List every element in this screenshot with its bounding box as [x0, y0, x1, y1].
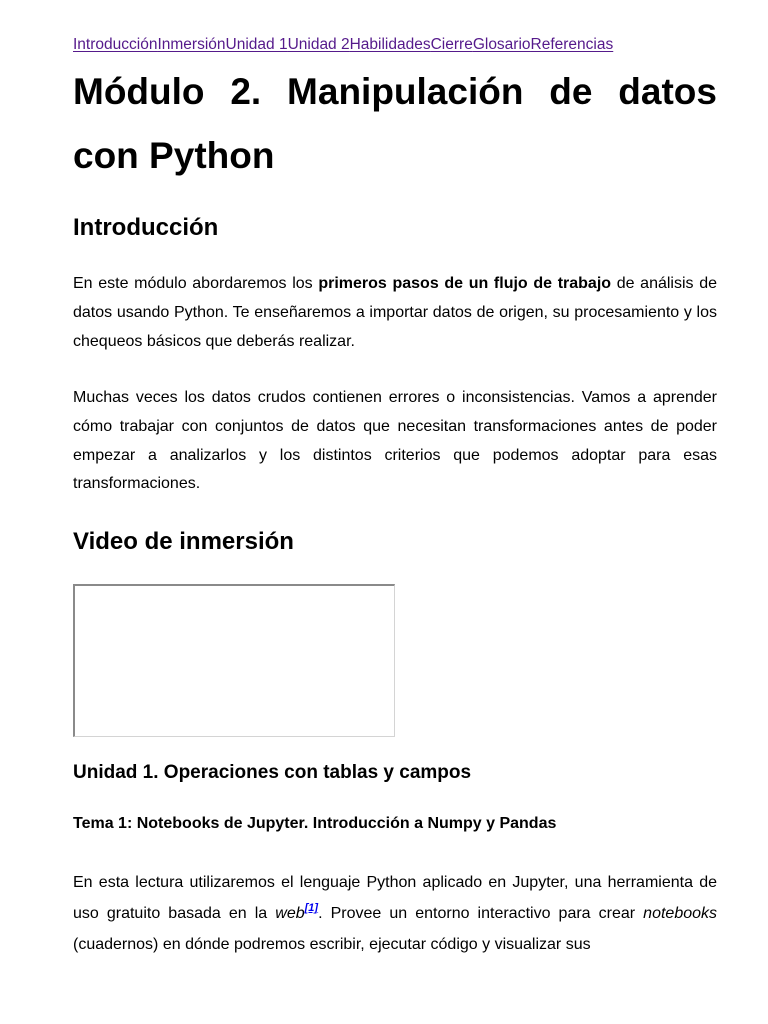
video-embed-frame[interactable]: [73, 584, 395, 737]
nav-link-referencias[interactable]: Referencias: [530, 36, 614, 53]
unit-1-p-em-web: web: [275, 905, 305, 922]
footnote-link-1[interactable]: [1]: [304, 902, 319, 914]
footnote-ref: [305, 902, 318, 914]
unit-1-heading: Unidad 1. Operaciones con tablas y campos: [73, 762, 472, 783]
nav-link-inmersion[interactable]: Inmersión: [157, 36, 226, 53]
page-title: Módulo 2. Manipulación de datos con Python: [73, 71, 717, 176]
nav-link-introduccion[interactable]: Introducción: [73, 36, 158, 53]
intro-paragraph-2: Muchas veces los datos crudos contienen errores o inconsistencias. Vamos a aprender cómo trabajar con conjuntos de datos que necesitan transformaciones antes de poder empezar a analizarlos y los distintos criterios que podemos adoptar para esas transformaciones.: [73, 389, 717, 493]
topic-1-heading: Tema 1: Notebooks de Jupyter. Introducción a Numpy y Pandas: [73, 815, 557, 832]
intro-p1-text-after: de análisis de datos usando Python. Te enseñaremos a importar datos de origen, su procesamiento y los chequeos básicos que deberás realizar.: [73, 275, 717, 350]
unit-1-paragraph: [73, 867, 717, 960]
nav-link-habilidades[interactable]: Habilidades: [349, 36, 431, 53]
intro-p1-bold-text: primeros pasos de un flujo de trabajo: [318, 275, 612, 292]
nav-link-unidad-1[interactable]: Unidad 1: [225, 36, 288, 53]
unit-1-p-em-notebooks: notebooks: [643, 905, 718, 922]
unit-1-p-text-3: (cuadernos) en dónde podremos escribir, ejecutar código y visualizar sus: [73, 936, 591, 953]
intro-p1-text-before: En este módulo abordaremos los: [73, 275, 319, 292]
intro-heading: Introducción: [73, 214, 219, 241]
nav-link-unidad-2[interactable]: Unidad 2: [287, 36, 350, 53]
intro-paragraph-1: [73, 270, 717, 356]
nav-link-cierre[interactable]: Cierre: [430, 36, 473, 53]
unit-1-p-text-2: . Provee un entorno interactivo para crear: [318, 905, 644, 922]
video-heading: Video de inmersión: [73, 528, 294, 555]
unit-1-p-text-1: En esta lectura utilizaremos el lenguaje Python aplicado en Jupyter, una herramienta de uso gratuito basada en la: [73, 874, 717, 922]
nav-link-glosario[interactable]: Glosario: [472, 36, 531, 53]
top-nav: [73, 35, 613, 55]
